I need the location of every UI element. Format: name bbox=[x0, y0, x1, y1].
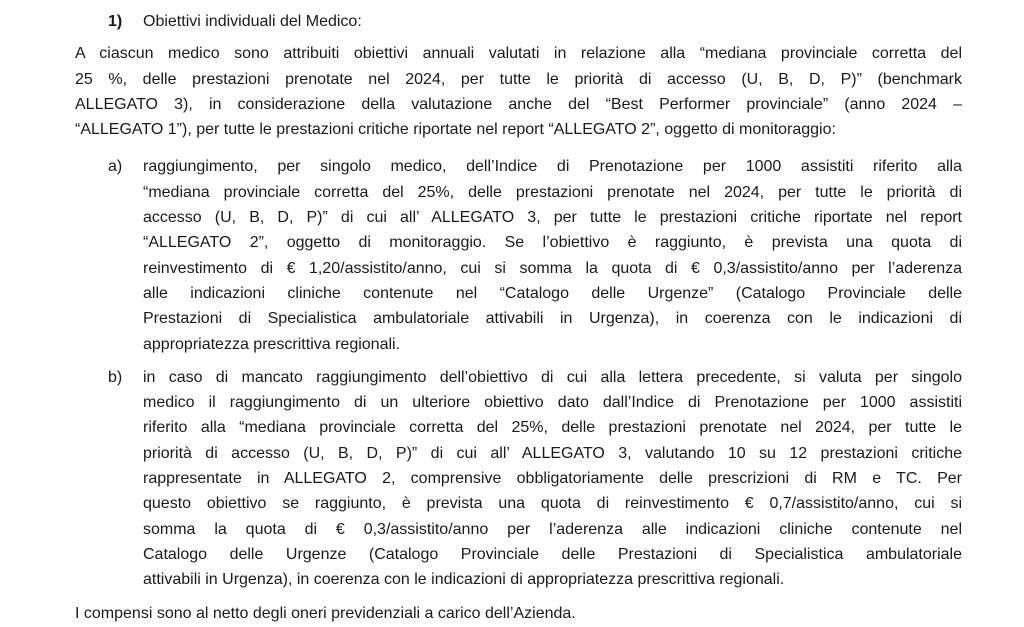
list-item-b-text bbox=[143, 365, 962, 593]
text-line: rappresentate in ALLEGATO 2, comprensive obbligatoriamente delle prescrizioni di RM e TC. Per bbox=[143, 470, 962, 488]
heading-text: Obiettivi individuali del Medico: bbox=[143, 13, 362, 30]
text-line: “ALLEGATO 1”), per tutte le prestazioni critiche riportate nel report “ALLEGATO 2”, oggetto di monitoraggio: bbox=[75, 121, 836, 139]
text-line: medico il raggiungimento di un ulteriore obiettivo dato dall’Indice di Prenotazione per 1000 assistiti bbox=[143, 394, 962, 412]
text-line: “ALLEGATO 2”, oggetto di monitoraggio. Se l’obiettivo è raggiunto, è prevista una quota di bbox=[143, 234, 962, 252]
list-marker-a: a) bbox=[108, 158, 123, 176]
text-line: Catalogo delle Urgenze (Catalogo Provinciale delle Prestazioni di Specialistica ambulatoriale bbox=[143, 545, 962, 563]
text-line: appropriatezza prescrittiva regionali. bbox=[143, 335, 401, 353]
text-line: priorità di accesso (U, B, D, P)” di cui all’ ALLEGATO 3, valutando 10 su 12 prestazioni critiche bbox=[143, 444, 962, 462]
text-line: reinvestimento di € 1,20/assistito/anno, cui si somma la quota di € 0,3/assistito/anno per l’aderenza bbox=[143, 259, 962, 277]
text-line: “mediana provinciale corretta del 25%, delle prestazioni prenotate nel 2024, per tutte le priorità di bbox=[143, 183, 962, 201]
text-line: accesso (U, B, D, P)” di cui all’ ALLEGATO 3, per tutte le prestazioni critiche riportate nel report bbox=[143, 209, 962, 227]
list-marker-b: b) bbox=[108, 368, 123, 386]
text-line: in caso di mancato raggiungimento dell’obiettivo di cui alla lettera precedente, si valuta per singolo bbox=[143, 368, 962, 386]
intro-paragraph bbox=[75, 41, 962, 142]
closing-paragraph: I compensi sono al netto degli oneri previdenziali a carico dell’Azienda. bbox=[75, 604, 576, 622]
text-line: ALLEGATO 3), in considerazione della valutazione anche del “Best Performer provinciale” (anno 2024 – bbox=[75, 95, 962, 113]
list-item-a-text bbox=[143, 154, 962, 356]
text-line: somma la quota di € 0,3/assistito/anno per l’aderenza alle indicazioni cliniche contenute nel bbox=[143, 520, 962, 538]
text-line: alle indicazioni cliniche contenute nel “Catalogo delle Urgenze” (Catalogo Provinciale delle bbox=[143, 284, 962, 302]
text-line: attivabili in Urgenza), in coerenza con le indicazioni di appropriatezza prescrittiva regionali. bbox=[143, 571, 785, 589]
list-item-a bbox=[75, 154, 962, 356]
section-heading bbox=[75, 9, 962, 34]
text-line: riferito alla “mediana provinciale corretta del 25%, delle prestazioni prenotate nel 2024, per tutte le bbox=[143, 419, 962, 437]
text-line: questo obiettivo se raggiunto, è prevista una quota di reinvestimento € 0,7/assistito/anno, cui si bbox=[143, 495, 962, 513]
document-page bbox=[75, 9, 962, 626]
text-line: 25 %, delle prestazioni prenotate nel 2024, per tutte le priorità di accesso (U, B, D, P)” (benchmark bbox=[75, 70, 962, 88]
text-line: Prestazioni di Specialistica ambulatoriale attivabili in Urgenza), in coerenza con le indicazioni di bbox=[143, 310, 962, 328]
heading-number: 1) bbox=[108, 13, 123, 30]
text-line: A ciascun medico sono attribuiti obiettivi annuali valutati in relazione alla “mediana provinciale corretta del bbox=[75, 45, 962, 63]
list-item-b bbox=[75, 365, 962, 593]
text-line: raggiungimento, per singolo medico, dell’Indice di Prenotazione per 1000 assistiti riferito alla bbox=[143, 158, 962, 176]
